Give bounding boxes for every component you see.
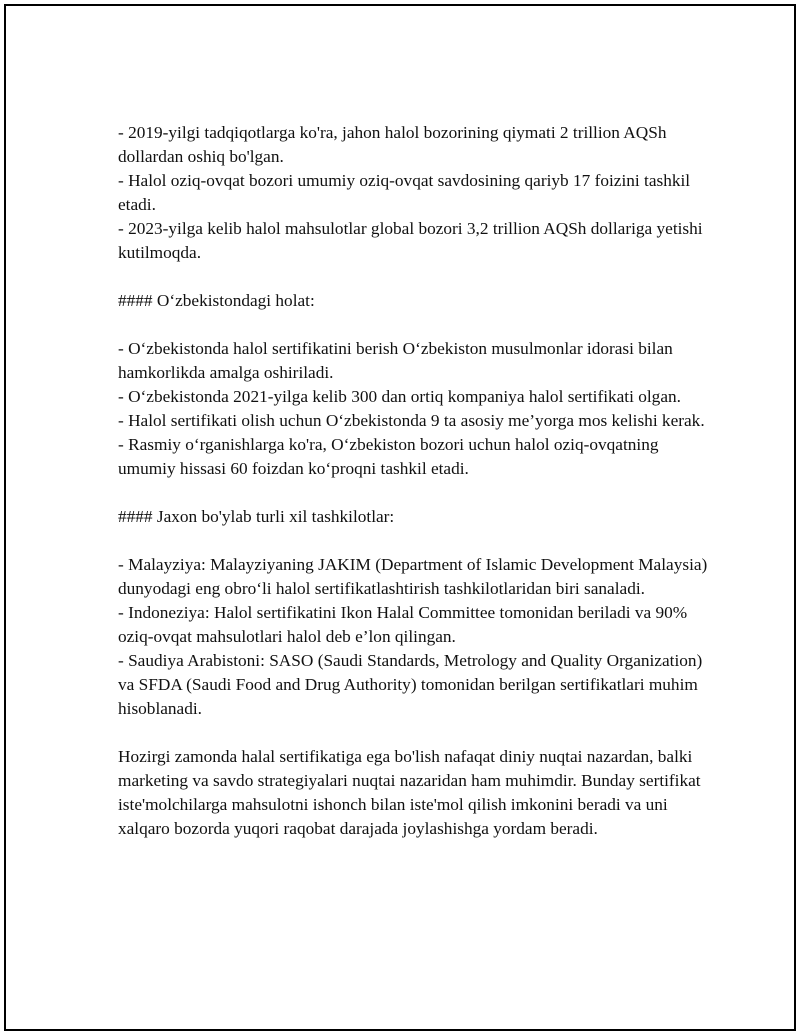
stat-item-2: - Halol oziq-ovqat bozori umumiy oziq-ovqat savdosining qariyb 17 foizini tashkil etadi. bbox=[118, 171, 691, 214]
uzbekistan-item-2: - O‘zbekistonda 2021-yilga kelib 300 dan ortiq kompaniya halol sertifikati olgan. bbox=[118, 387, 681, 406]
page-frame bbox=[4, 4, 796, 1031]
document-body bbox=[118, 121, 718, 841]
stat-item-3: - 2023-yilga kelib halol mahsulotlar global bozori 3,2 trillion AQSh dollariga yetishi kutilmoqda. bbox=[118, 219, 703, 262]
world-item-2: - Indoneziya: Halol sertifikatini Ikon Halal Committee tomonidan beriladi va 90% oziq-ovqat mahsulotlari halol deb e’lon qilingan. bbox=[118, 603, 688, 646]
paragraph-spacer bbox=[118, 313, 718, 337]
world-item-1: - Malayziya: Malayziyaning JAKIM (Department of Islamic Development Malaysia) dunyodagi eng obro‘li halol sertifikatlashtirish tashkilotlaridan biri sanaladi. bbox=[118, 555, 708, 598]
paragraph-spacer bbox=[118, 481, 718, 505]
stat-item-1: - 2019-yilgi tadqiqotlarga ko'ra, jahon halol bozorining qiymati 2 trillion AQSh dollardan oshiq bo'lgan. bbox=[118, 123, 667, 166]
paragraph-spacer bbox=[118, 529, 718, 553]
paragraph-spacer bbox=[118, 721, 718, 745]
section-heading-world: #### Jaxon bo'ylab turli xil tashkilotlar: bbox=[118, 507, 395, 526]
conclusion-paragraph: Hozirgi zamonda halal sertifikatiga ega bo'lish nafaqat diniy nuqtai nazardan, balki marketing va savdo strategiyalari nuqtai nazaridan ham muhimdir. Bunday sertifikat iste'molchilarga mahsulotni ishonch bilan iste'mol qilish imkonini beradi va uni xalqaro bozorda yuqori raqobat darajada joylashishga yordam beradi. bbox=[118, 747, 701, 838]
uzbekistan-item-3: - Halol sertifikati olish uchun O‘zbekistonda 9 ta asosiy me’yorga mos kelishi kerak. bbox=[118, 411, 705, 430]
world-item-3: - Saudiya Arabistoni: SASO (Saudi Standards, Metrology and Quality Organization) va SFDA (Saudi Food and Drug Authority) tomonidan berilgan sertifikatlari muhim hisoblanadi. bbox=[118, 651, 703, 718]
uzbekistan-item-4: - Rasmiy o‘rganishlarga ko'ra, O‘zbekiston bozori uchun halol oziq-ovqatning umumiy hissasi 60 foizdan ko‘proqni tashkil etadi. bbox=[118, 435, 659, 478]
paragraph-spacer bbox=[118, 265, 718, 289]
section-heading-uzbekistan: #### O‘zbekistondagi holat: bbox=[118, 291, 315, 310]
uzbekistan-item-1: - O‘zbekistonda halol sertifikatini berish O‘zbekiston musulmonlar idorasi bilan hamkorlikda amalga oshiriladi. bbox=[118, 339, 673, 382]
